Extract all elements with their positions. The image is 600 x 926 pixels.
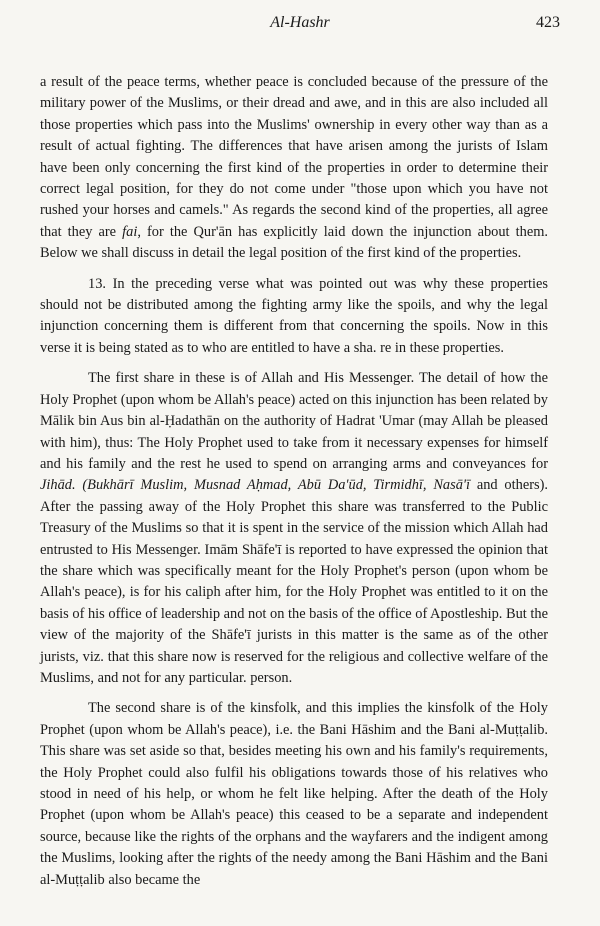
text-segment: , for the Qur'ān has explicitly laid down the injunction about them. Below we shall discuss in detail the legal position of the first kind of the properties.	[40, 223, 548, 262]
note-13-paragraph	[40, 274, 548, 360]
paragraph-continued	[40, 72, 548, 265]
text-segment-italic: Jihād. (Bukhārī Muslim, Musnad Aḥmad, Abū Da'ūd, Tirmidhī, Nasā'ī	[40, 477, 470, 494]
text-segment: The first share in these is of Allah and His Messenger. The detail of how the Holy Prophet (upon whom be Allah's peace) acted on this injunction has been related by Mālik bin Aus bin al-Ḥadathān on the authority of Hadrat 'Umar (may Allah be pleased with him), thus: The Holy Prophet used to take from it necessary expenses for himself and his family and the rest he used to spend on arranging arms and conveyances for	[40, 370, 548, 472]
page-number: 423	[536, 14, 560, 31]
second-share-paragraph	[40, 698, 548, 891]
page-header	[40, 14, 560, 38]
page-body	[40, 72, 548, 891]
text-segment: 13. In the preceding verse what was pointed out was why these properties should not be distributed among the fighting army like the spoils, and why the legal injunction concerning them is different from that concerning the spoils. Now in this verse it is being stated as to who are entitled to have a sha. re in these properties.	[40, 275, 548, 356]
text-segment: a result of the peace terms, whether peace is concluded because of the pressure of the military power of the Muslims, or their dread and awe, and in this are also included all those properties which pass into the Muslims' ownership in every other way than as a result of actual fighting. The differences that have arisen among the jurists of Islam have been only concerning the first kind of the properties in order to determine their correct legal position, for they do not come under "those upon which you have not rushed your horses and camels." As regards the second kind of the properties, all agree that they are	[40, 74, 548, 240]
text-segment-italic: fai	[122, 223, 138, 240]
running-title: Al-Hashr	[270, 14, 330, 31]
first-share-paragraph	[40, 368, 548, 689]
text-segment: and others). After the passing away of the Holy Prophet this share was transferred to the Public Treasury of the Muslims so that it is spent in the service of the mission which Allah had entrusted to His Messenger. Imām Shāfe'ī is reported to have expressed the opinion that the share which was specifically meant for the Holy Prophet's person (upon whom be Allah's peace), is for his caliph after him, for the Holy Prophet was entitled to it on the basis of his office of leadership and not on the basis of the office of Apostleship. But the view of the majority of the Shāfe'ī jurists in this matter is the same as of the other jurists, viz. that this share now is reserved for the religious and collective welfare of the Muslims, and not for any particular. person.	[40, 477, 548, 686]
text-segment: The second share is of the kinsfolk, and this implies the kinsfolk of the Holy Prophet (upon whom be Allah's peace), i.e. the Bani Hāshim and the Bani al-Muṭṭalib. This share was set aside so that, besides meeting his own and his family's requirements, the Holy Prophet could also fulfil his obligations towards those of his relatives who stood in need of his help, or whom he felt like helping. After the death of the Holy Prophet (upon whom be Allah's peace) this ceased to be a separate and independent source, because like the rights of the orphans and the wayfarers and the indigent among the Muslims, looking after the rights of the needy among the Bani Hāshim and the Bani al-Muṭṭalib also became the	[40, 700, 548, 888]
